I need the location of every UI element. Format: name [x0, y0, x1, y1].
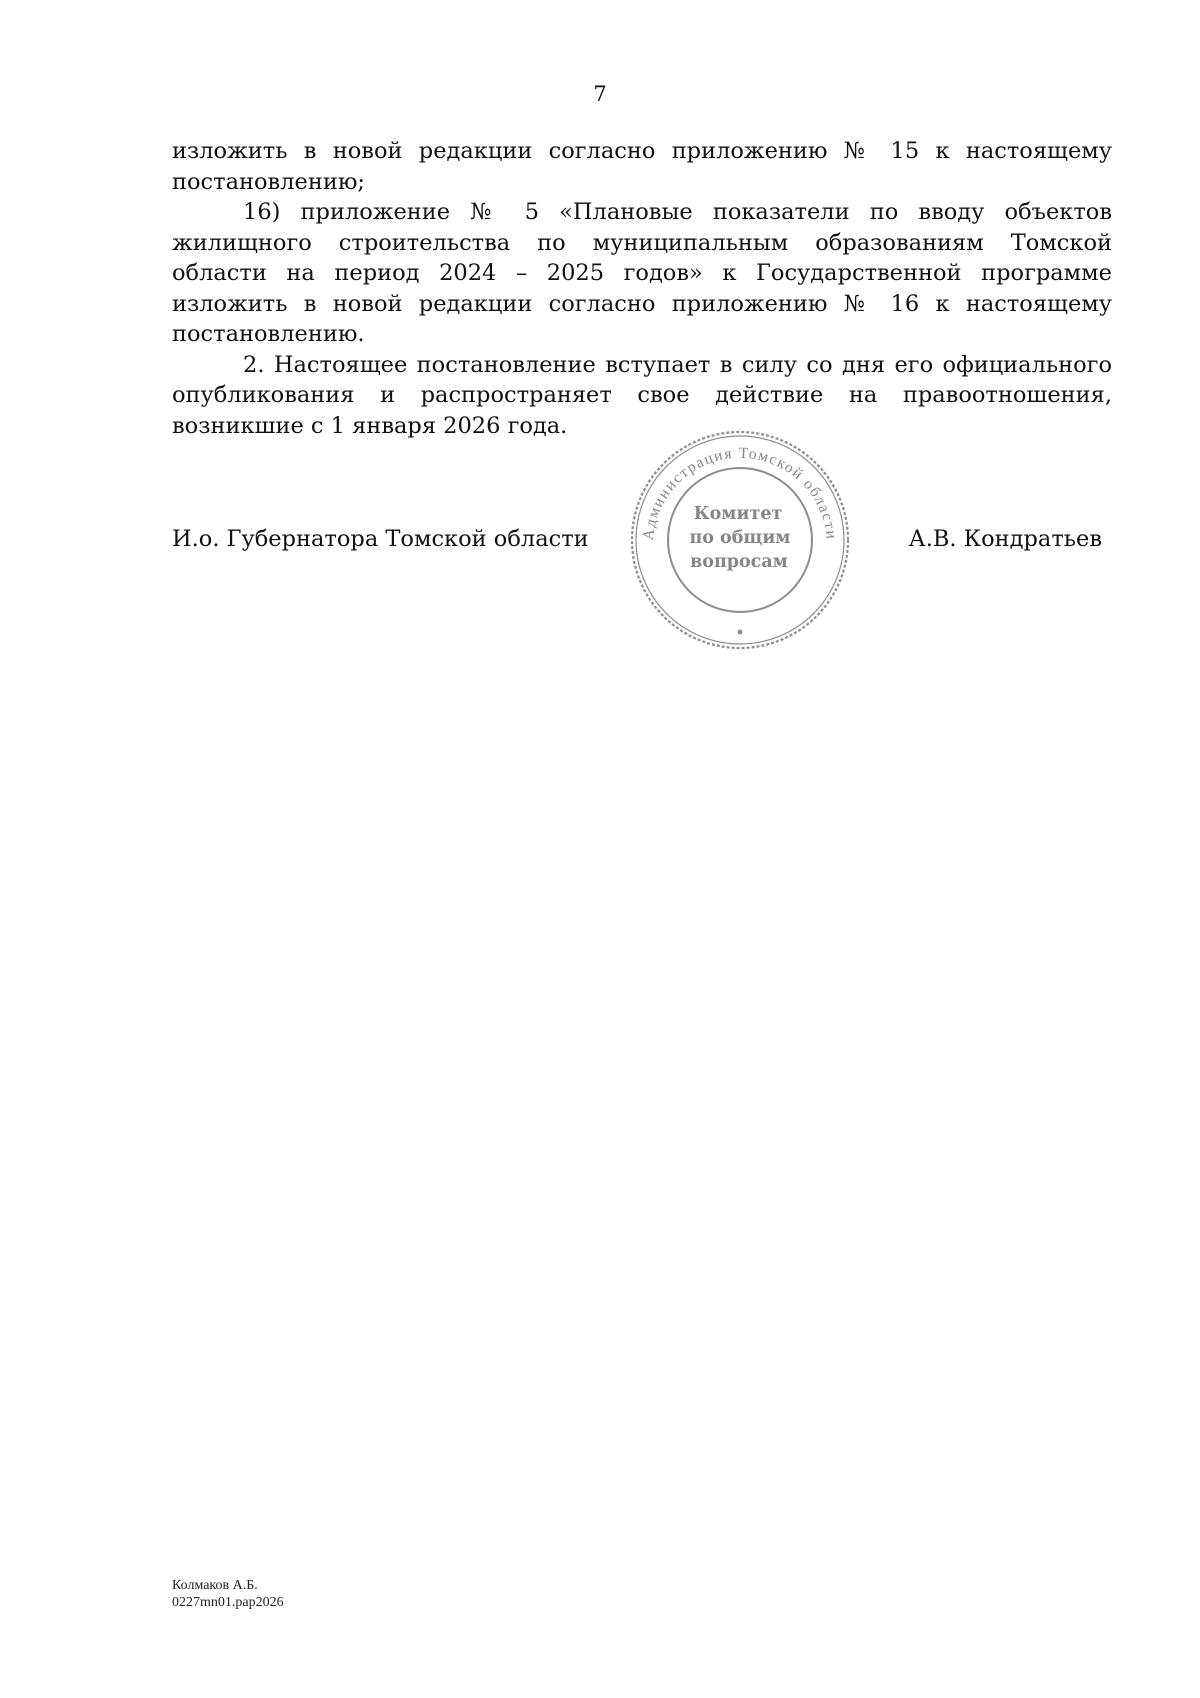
paragraph-item-16: 16) приложение № 5 «Плановые показатели по вводу объектов жилищного строительства по муниципальным образованиям Томской области на период 2024 – 2025 годов» к Государственной программе изложить в новой редакции согласно приложению № 16 к настоящему постановлению. [172, 199, 1112, 347]
paragraph-continuation: изложить в новой редакции согласно приложению № 15 к настоящему постановлению; [172, 138, 1112, 195]
stamp-center-line-1: Комитет [693, 504, 783, 524]
footer-file-code: 0227mn01.pap2026 [172, 1595, 284, 1610]
footer-note [172, 1577, 284, 1611]
signatory-position: И.о. Губернатора Томской области [172, 526, 589, 552]
signatory-name: А.В. Кондратьев [908, 526, 1102, 552]
footer-author: Колмаков А.Б. [172, 1578, 258, 1593]
stamp-star-dot [738, 630, 743, 635]
document-body [172, 136, 1112, 441]
paragraph-entry-into-force: 2. Настоящее постановление вступает в силу со дня его официального опубликования и распространяет свое действие на правоотношения, возникшие с 1 января 2026 года. [172, 351, 1112, 439]
official-stamp [628, 428, 852, 652]
stamp-center-line-2: по общим [689, 528, 791, 548]
stamp-outer-textpath: Администрация Томской области [639, 444, 840, 542]
page-number: 7 [593, 82, 607, 106]
stamp-center-line-3: вопросам [690, 552, 788, 572]
